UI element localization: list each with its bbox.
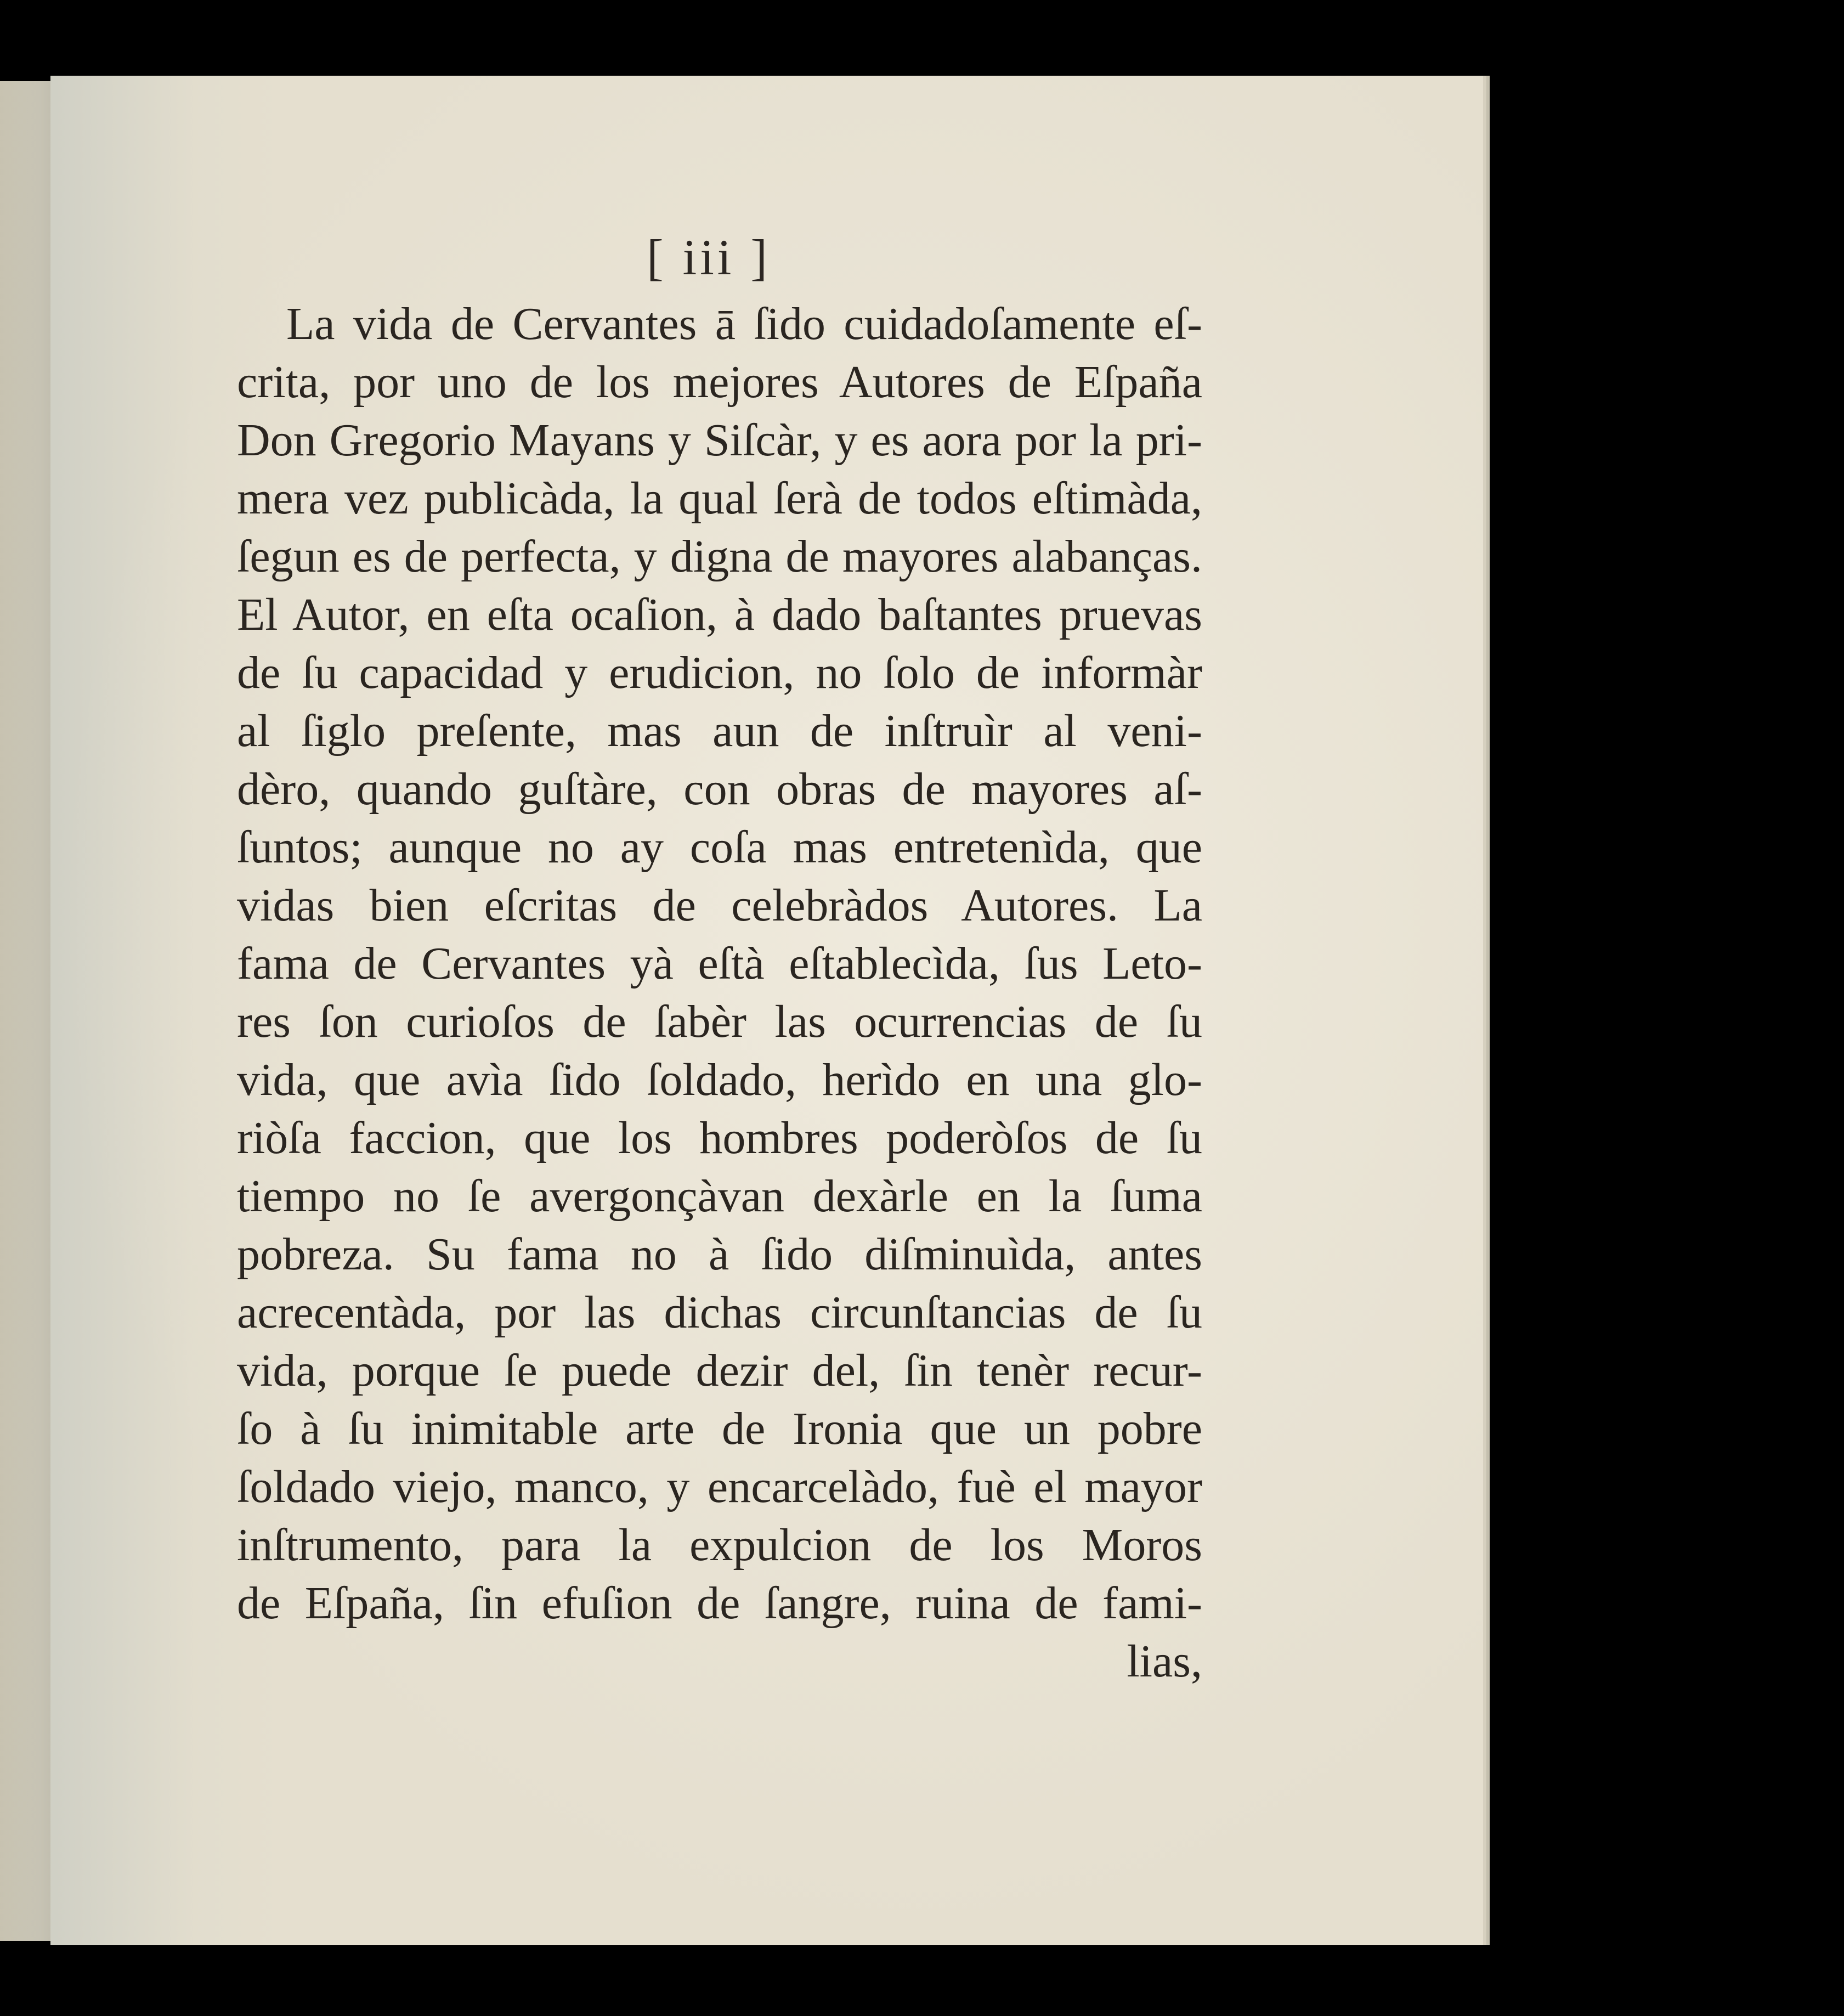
text-line: vidas bien eſcritas de celebràdos Autores. La — [237, 880, 1202, 931]
text-line: Don Gregorio Mayans y Siſcàr, y es aora por la pri- — [237, 415, 1202, 466]
text-line: acrecentàda, por las dichas circunſtancias de ſu — [237, 1287, 1202, 1338]
body-text — [237, 295, 1202, 1691]
text-line: fama de Cervantes yà eſtà eſtablecìda, ſus Leto- — [237, 938, 1202, 989]
text-line: de Eſpaña, ſin efuſion de ſangre, ruina de fami- — [237, 1578, 1202, 1629]
text-line: vida, porque ſe puede dezir del, ſin tenèr recur- — [237, 1345, 1202, 1396]
text-line: riòſa faccion, que los hombres poderòſos de ſu — [237, 1113, 1202, 1164]
text-line: ſuntos; aunque no ay coſa mas entretenìda, que — [237, 822, 1202, 873]
text-line: mera vez publicàda, la qual ſerà de todos eſtimàda, — [237, 473, 1202, 524]
text-line: tiempo no ſe avergonçàvan dexàrle en la ſuma — [237, 1171, 1202, 1222]
text-line: crita, por uno de los mejores Autores de Eſpaña — [237, 357, 1202, 408]
text-line: El Autor, en eſta ocaſion, à dado baſtantes pruevas — [237, 589, 1202, 640]
text-line: La vida de Cervantes ā ſido cuidadoſamente eſ- — [286, 298, 1202, 349]
text-line: al ſiglo preſente, mas aun de inſtruìr al veni- — [237, 705, 1202, 756]
text-line: de ſu capacidad y erudicion, no ſolo de informàr — [237, 647, 1202, 698]
text-line: ſo à ſu inimitable arte de Ironia que un pobre — [237, 1403, 1202, 1454]
text-line: inſtrumento, para la expulcion de los Moros — [237, 1520, 1202, 1571]
text-line: dèro, quando guſtàre, con obras de mayores aſ- — [237, 764, 1202, 815]
page-number: [ iii ] — [647, 229, 771, 285]
text-line: pobreza. Su fama no à ſido diſminuìda, antes — [237, 1229, 1202, 1280]
text-line: vida, que avìa ſido ſoldado, herìdo en una glo- — [237, 1054, 1202, 1105]
catchword: lias, — [1127, 1636, 1202, 1687]
text-line: res ſon curioſos de ſabèr las ocurrencias de ſu — [237, 996, 1202, 1047]
text-line: ſegun es de perfecta, y digna de mayores alabanças. — [237, 531, 1202, 582]
text-line: ſoldado viejo, manco, y encarcelàdo, fuè el mayor — [237, 1461, 1202, 1512]
book-page — [50, 76, 1483, 1945]
